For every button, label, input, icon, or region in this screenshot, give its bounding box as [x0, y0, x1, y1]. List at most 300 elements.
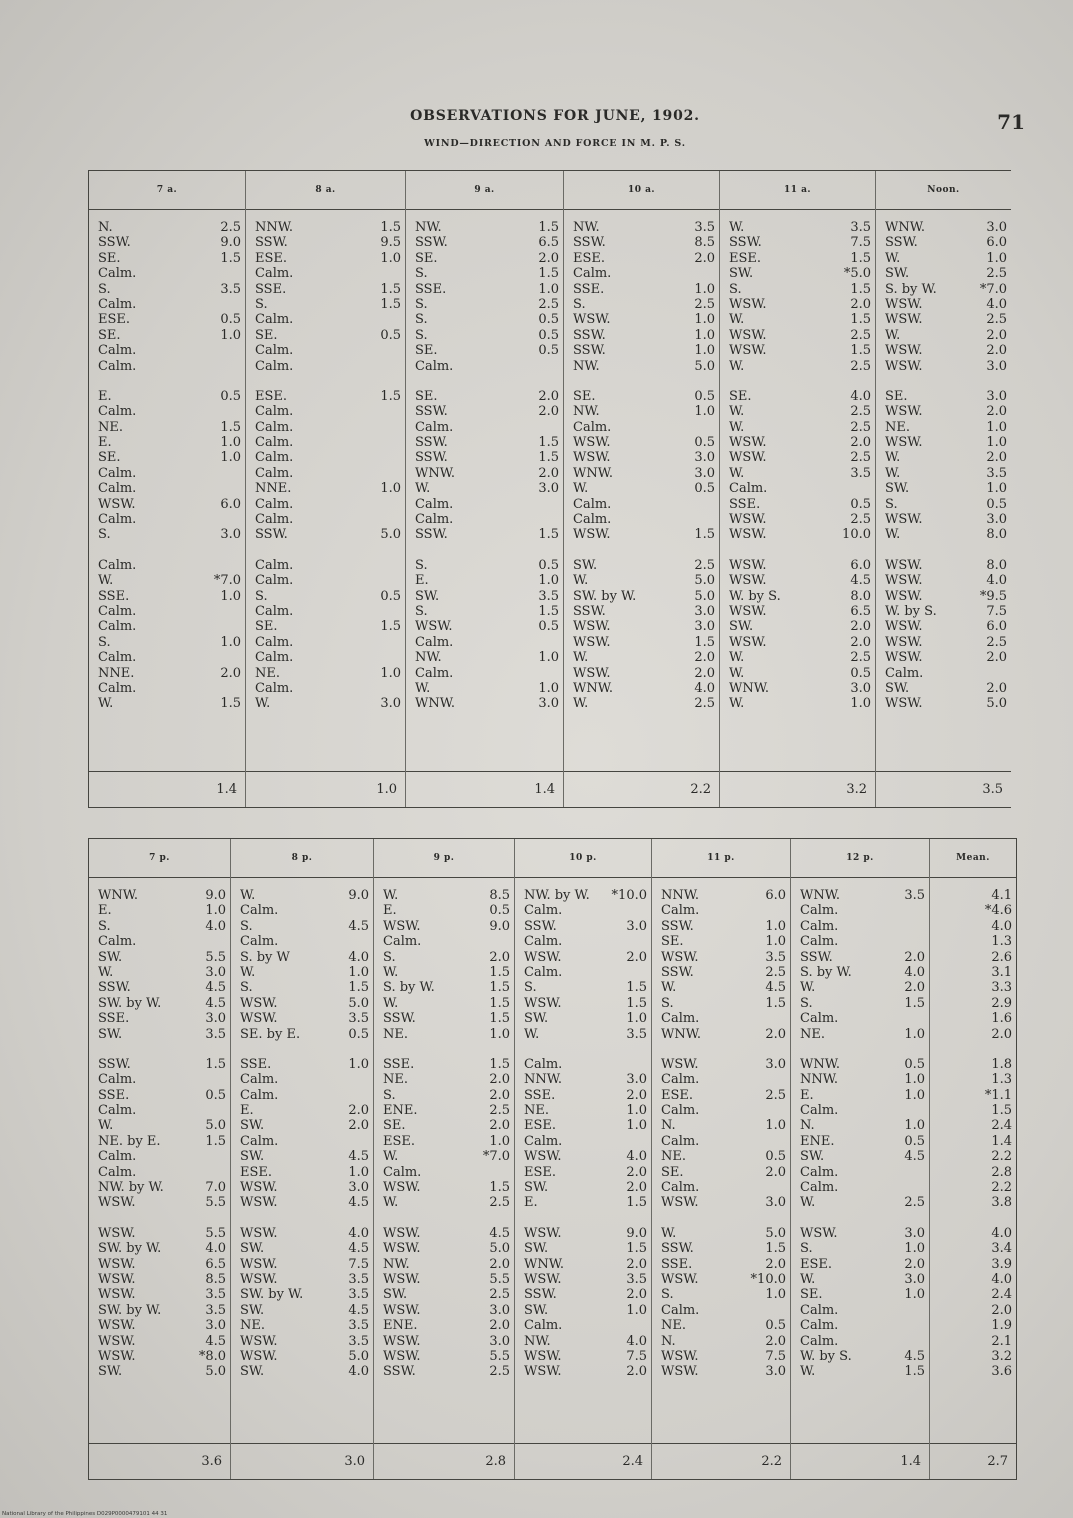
wind-force: 2.0: [626, 1287, 647, 1303]
wind-force: *1.1: [984, 1087, 1012, 1103]
table-row: [876, 696, 1011, 711]
wind-force: 1.5: [765, 995, 786, 1011]
wind-force: 3.8: [991, 1195, 1012, 1211]
table-row: [374, 903, 514, 918]
wind-force: 3.0: [986, 358, 1007, 374]
table-row: [89, 635, 245, 650]
table-row: [876, 282, 1011, 297]
table-row: [791, 1149, 929, 1164]
wind-direction: SE. by E.: [240, 1026, 301, 1042]
table-row: [791, 1241, 929, 1256]
table-row: [564, 251, 719, 266]
wind-direction: SSW.: [415, 435, 448, 451]
wind-direction: Calm.: [255, 419, 294, 435]
table-row: [652, 1072, 790, 1087]
wind-force: 3.5: [348, 1287, 369, 1303]
table-row: [89, 266, 245, 281]
wind-force: [371, 512, 401, 527]
wind-force: [196, 1072, 226, 1087]
table-row: [246, 512, 405, 527]
wind-direction: WSW.: [729, 450, 767, 466]
table-row: [231, 965, 373, 980]
wind-direction: WSW.: [729, 527, 767, 543]
wind-force: 1.9: [991, 1318, 1012, 1334]
wind-direction: WSW.: [383, 1241, 421, 1257]
column-mean: 2.2: [564, 771, 719, 807]
wind-force: 8.5: [694, 235, 715, 251]
wind-force: 3.0: [205, 964, 226, 980]
wind-force: 3.5: [220, 281, 241, 297]
table-row: [652, 1134, 790, 1149]
wind-direction: S.: [240, 918, 253, 934]
wind-direction: [939, 1011, 982, 1026]
table-row: [246, 297, 405, 312]
wind-direction: NW.: [524, 1333, 551, 1349]
wind-direction: W.: [383, 888, 399, 903]
table-row: [930, 1072, 1016, 1087]
wind-direction: Calm.: [255, 450, 294, 466]
wind-direction: W.: [729, 465, 745, 481]
wind-force: 1.0: [538, 281, 559, 297]
wind-force: 2.5: [850, 404, 871, 420]
table-row: [720, 282, 875, 297]
table-row: [564, 297, 719, 312]
wind-direction: [939, 1118, 982, 1133]
wind-direction: SSW.: [98, 235, 131, 251]
wind-direction: W.: [800, 980, 816, 996]
column-mean: 2.2: [652, 1443, 790, 1479]
table-row: [515, 1226, 651, 1241]
wind-force: [211, 266, 241, 281]
wind-force: [371, 635, 401, 650]
column-mean: 1.4: [406, 771, 563, 807]
wind-direction: S.: [415, 603, 428, 619]
wind-force: [895, 1180, 925, 1195]
table-row: [791, 1272, 929, 1287]
wind-direction: SSE.: [98, 1087, 130, 1103]
wind-direction: ESE.: [255, 250, 288, 266]
table-row: [231, 1103, 373, 1118]
table-row: [515, 1287, 651, 1302]
table-row: [876, 573, 1011, 588]
wind-force: 2.5: [850, 650, 871, 666]
wind-force: 0.5: [765, 1149, 786, 1165]
table-row: [564, 389, 719, 404]
wind-direction: Calm.: [255, 496, 294, 512]
table-row: [930, 1149, 1016, 1164]
wind-direction: NNW.: [661, 888, 699, 903]
wind-direction: WNW.: [573, 680, 613, 696]
wind-direction: ESE.: [661, 1087, 694, 1103]
wind-force: [371, 312, 401, 327]
wind-direction: W. by S.: [729, 588, 781, 604]
wind-force: 1.5: [348, 980, 369, 996]
table-row: [930, 1134, 1016, 1149]
wind-force: 0.5: [904, 1133, 925, 1149]
wind-force: 1.5: [850, 343, 871, 359]
table-row: [231, 1165, 373, 1180]
wind-direction: E.: [98, 903, 112, 919]
table-row: [564, 635, 719, 650]
wind-direction: SW.: [98, 949, 123, 965]
wind-force: 4.0: [348, 1225, 369, 1241]
table-row: [374, 1057, 514, 1072]
wind-direction: Calm.: [661, 1180, 700, 1196]
wind-force: 3.5: [904, 888, 925, 903]
wind-force: 1.0: [694, 312, 715, 328]
wind-direction: Calm.: [524, 903, 563, 919]
wind-force: 1.5: [850, 250, 871, 266]
wind-direction: [939, 1134, 982, 1149]
table-row: [89, 497, 245, 512]
table-row: [876, 558, 1011, 573]
wind-force: 4.0: [986, 296, 1007, 312]
wind-direction: WSW.: [885, 343, 923, 359]
wind-direction: WSW.: [573, 312, 611, 328]
table-row: [720, 220, 875, 235]
table-row: [374, 888, 514, 903]
table-row: [791, 1057, 929, 1072]
wind-direction: WSW.: [573, 665, 611, 681]
wind-force: 1.5: [538, 527, 559, 543]
wind-direction: SW.: [240, 1118, 265, 1134]
wind-direction: SW.: [240, 1241, 265, 1257]
wind-force: [529, 359, 559, 374]
wind-direction: [939, 996, 982, 1011]
table-row: [564, 666, 719, 681]
table-row: [246, 650, 405, 665]
column-header: 7 p.: [89, 839, 230, 878]
wind-direction: W.: [98, 573, 114, 589]
wind-direction: WSW.: [524, 1364, 562, 1380]
wind-force: *9.5: [979, 588, 1007, 604]
table-row: [89, 1072, 230, 1087]
table-row: [876, 635, 1011, 650]
wind-direction: NE.: [383, 1072, 408, 1088]
table-row: [246, 328, 405, 343]
table-row: [720, 359, 875, 374]
wind-force: 6.5: [538, 235, 559, 251]
wind-force: 4.5: [205, 1333, 226, 1349]
wind-force: 4.0: [626, 1149, 647, 1165]
wind-direction: ESE.: [98, 312, 131, 328]
wind-force: 3.5: [765, 949, 786, 965]
wind-direction: Calm.: [240, 1072, 279, 1088]
table-row: [89, 996, 230, 1011]
wind-force: 1.5: [538, 450, 559, 466]
table-row: [720, 650, 875, 665]
table-row: [515, 1165, 651, 1180]
wind-direction: Calm.: [800, 934, 839, 950]
wind-direction: SW. by W.: [573, 588, 637, 604]
wind-direction: Calm.: [885, 665, 924, 681]
wind-force: 4.5: [348, 918, 369, 934]
table-row: [89, 1118, 230, 1133]
wind-direction: N.: [98, 220, 113, 235]
wind-direction: SE.: [573, 388, 596, 404]
table-row: [720, 312, 875, 327]
table-row: [791, 950, 929, 965]
column-mean: 3.6: [89, 1443, 230, 1479]
wind-force: 1.0: [380, 250, 401, 266]
table-row: [791, 1303, 929, 1318]
table-row: [89, 235, 245, 250]
wind-force: [617, 1057, 647, 1072]
table-row: [89, 604, 245, 619]
table-row: [231, 1287, 373, 1302]
wind-force: 3.0: [694, 619, 715, 635]
table-row: [374, 1149, 514, 1164]
wind-force: [895, 919, 925, 934]
table-row: [374, 1195, 514, 1210]
wind-direction: [939, 919, 982, 934]
wind-direction: W.: [573, 696, 589, 712]
morning-wind-table: [88, 170, 1011, 808]
column-0: [89, 171, 246, 807]
table-row: [791, 1349, 929, 1364]
table-row: [791, 903, 929, 918]
table-row: [246, 420, 405, 435]
wind-direction: NNE.: [255, 481, 292, 497]
table-row: [406, 558, 563, 573]
wind-force: 1.0: [220, 435, 241, 451]
wind-direction: W.: [885, 327, 901, 343]
wind-force: 1.0: [765, 1287, 786, 1303]
table-row: [515, 1149, 651, 1164]
table-row: [515, 1057, 651, 1072]
wind-direction: WSW.: [885, 588, 923, 604]
wind-force: [756, 1103, 786, 1118]
table-row: [930, 965, 1016, 980]
table-row: [246, 635, 405, 650]
wind-force: 5.0: [694, 358, 715, 374]
wind-direction: [939, 1149, 982, 1164]
wind-force: 1.5: [489, 964, 510, 980]
wind-force: 4.0: [991, 1225, 1012, 1241]
table-row: [652, 1303, 790, 1318]
table-row: [720, 589, 875, 604]
table-row: [876, 359, 1011, 374]
wind-force: 6.0: [765, 888, 786, 903]
wind-direction: SE.: [415, 388, 438, 404]
wind-force: 4.0: [991, 918, 1012, 934]
table-row: [930, 1165, 1016, 1180]
wind-force: 2.0: [694, 665, 715, 681]
wind-direction: SW. by W.: [240, 1287, 304, 1303]
table-row: [231, 996, 373, 1011]
table-row: [652, 1272, 790, 1287]
wind-force: 3.5: [348, 1271, 369, 1287]
wind-force: 7.5: [765, 1348, 786, 1364]
wind-direction: Calm.: [98, 1103, 137, 1119]
wind-direction: W.: [729, 419, 745, 435]
table-row: [720, 635, 875, 650]
wind-force: 3.0: [694, 450, 715, 466]
wind-force: 1.0: [348, 1164, 369, 1180]
table-row: [515, 1318, 651, 1333]
wind-force: 1.0: [348, 964, 369, 980]
table-row: [406, 404, 563, 419]
table-row: [515, 1088, 651, 1103]
wind-force: 0.5: [380, 327, 401, 343]
wind-force: 1.0: [538, 573, 559, 589]
wind-force: [339, 1088, 369, 1103]
wind-force: 2.6: [991, 949, 1012, 965]
table-row: [374, 1088, 514, 1103]
wind-direction: SW.: [885, 481, 910, 497]
wind-force: 1.8: [991, 1056, 1012, 1072]
wind-force: 5.0: [986, 696, 1007, 712]
wind-direction: E.: [524, 1195, 538, 1211]
wind-force: *7.0: [482, 1149, 510, 1165]
wind-direction: WSW.: [240, 1180, 278, 1196]
wind-force: 0.5: [694, 481, 715, 497]
table-row: [89, 282, 245, 297]
wind-force: 3.0: [904, 1271, 925, 1287]
table-row: [515, 1027, 651, 1042]
wind-direction: WSW.: [524, 995, 562, 1011]
table-row: [406, 359, 563, 374]
wind-direction: NE.: [383, 1026, 408, 1042]
wind-direction: SE.: [800, 1287, 823, 1303]
wind-force: [685, 420, 715, 435]
table-row: [406, 604, 563, 619]
wind-direction: Calm.: [98, 512, 137, 528]
table-row: [515, 934, 651, 949]
table-row: [564, 497, 719, 512]
table-row: [876, 435, 1011, 450]
column-3: [515, 839, 652, 1479]
wind-direction: [939, 980, 982, 995]
wind-force: 2.5: [489, 1364, 510, 1380]
wind-direction: [939, 1318, 982, 1333]
wind-direction: W.: [661, 980, 677, 996]
wind-direction: W.: [98, 696, 114, 712]
wind-direction: S.: [255, 296, 268, 312]
wind-force: [895, 934, 925, 949]
wind-direction: SSW.: [415, 450, 448, 466]
table-row: [89, 466, 245, 481]
table-row: [89, 681, 245, 696]
table-row: [374, 1318, 514, 1333]
wind-force: 1.0: [694, 404, 715, 420]
table-row: [720, 527, 875, 542]
wind-direction: [939, 1088, 982, 1103]
table-row: [246, 604, 405, 619]
wind-force: 1.0: [348, 1056, 369, 1072]
wind-force: 5.5: [205, 1195, 226, 1211]
wind-force: 0.5: [694, 388, 715, 404]
wind-force: [617, 903, 647, 918]
wind-force: 2.5: [986, 634, 1007, 650]
wind-direction: Calm.: [800, 1164, 839, 1180]
wind-force: [617, 1134, 647, 1149]
wind-force: 1.0: [626, 1103, 647, 1119]
wind-direction: WSW.: [524, 1225, 562, 1241]
wind-direction: SE.: [885, 388, 908, 404]
table-row: [652, 1011, 790, 1026]
wind-direction: W.: [729, 665, 745, 681]
column-header: Noon.: [876, 171, 1011, 210]
wind-direction: Calm.: [98, 296, 137, 312]
wind-direction: NW.: [573, 358, 600, 374]
wind-direction: WSW.: [240, 1225, 278, 1241]
wind-force: 4.5: [205, 995, 226, 1011]
column-header: 8 p.: [231, 839, 373, 878]
table-row: [374, 1226, 514, 1241]
table-row: [374, 1287, 514, 1302]
wind-force: 1.5: [538, 266, 559, 282]
wind-direction: WSW.: [524, 1149, 562, 1165]
wind-direction: Calm.: [240, 1133, 279, 1149]
table-row: [791, 1027, 929, 1042]
wind-force: [685, 512, 715, 527]
table-row: [720, 328, 875, 343]
table-row: [564, 650, 719, 665]
table-row: [89, 696, 245, 711]
table-row: [406, 466, 563, 481]
wind-force: 0.5: [538, 343, 559, 359]
wind-force: 1.0: [538, 680, 559, 696]
wind-force: 4.5: [904, 1348, 925, 1364]
wind-force: 0.5: [380, 588, 401, 604]
wind-force: 2.0: [850, 296, 871, 312]
wind-force: *7.0: [213, 573, 241, 589]
wind-direction: WSW.: [885, 619, 923, 635]
wind-direction: W.: [240, 888, 256, 903]
wind-direction: Calm.: [255, 512, 294, 528]
wind-direction: WSW.: [885, 435, 923, 451]
table-row: [406, 266, 563, 281]
wind-force: 2.9: [991, 995, 1012, 1011]
wind-direction: ESE.: [729, 250, 762, 266]
wind-direction: WSW.: [524, 1348, 562, 1364]
wind-force: 2.0: [986, 450, 1007, 466]
table-row: [89, 404, 245, 419]
wind-force: 2.5: [489, 1103, 510, 1119]
table-row: [231, 1011, 373, 1026]
wind-force: 5.0: [380, 527, 401, 543]
wind-force: 2.0: [904, 980, 925, 996]
wind-force: 1.0: [205, 903, 226, 919]
wind-direction: Calm.: [98, 650, 137, 666]
table-row: [564, 466, 719, 481]
wind-force: 3.5: [205, 1287, 226, 1303]
wind-force: 3.0: [765, 1056, 786, 1072]
wind-direction: WSW.: [885, 312, 923, 328]
table-row: [652, 1349, 790, 1364]
wind-force: 2.5: [694, 557, 715, 573]
table-row: [791, 1334, 929, 1349]
wind-direction: SW.: [885, 680, 910, 696]
wind-force: 9.5: [380, 235, 401, 251]
table-row: [89, 558, 245, 573]
table-row: [564, 573, 719, 588]
wind-direction: NE. by E.: [98, 1133, 161, 1149]
table-row: [374, 1334, 514, 1349]
wind-force: 7.5: [348, 1256, 369, 1272]
table-row: [515, 1364, 651, 1379]
wind-force: 2.0: [348, 1103, 369, 1119]
table-row: [246, 312, 405, 327]
wind-direction: Calm.: [415, 419, 454, 435]
table-row: [246, 389, 405, 404]
wind-force: 3.0: [694, 603, 715, 619]
column-rows: [720, 210, 875, 712]
table-row: [564, 435, 719, 450]
table-row: [791, 1257, 929, 1272]
table-row: [876, 681, 1011, 696]
